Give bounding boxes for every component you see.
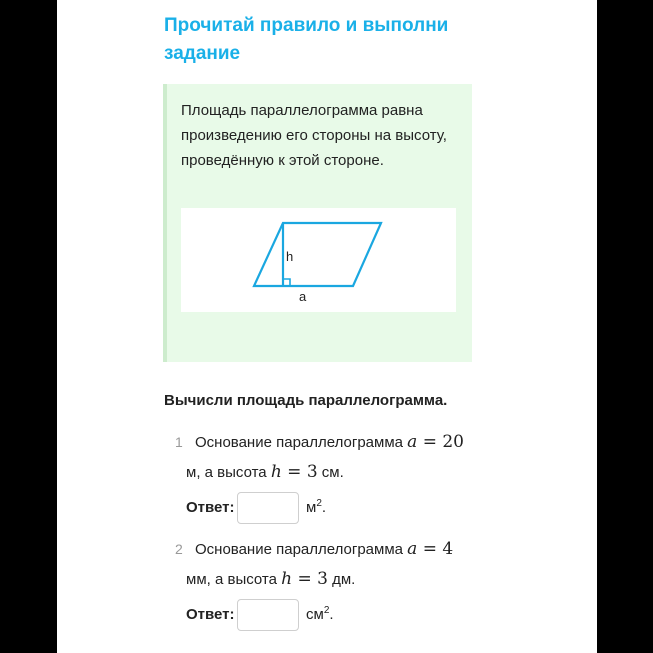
answer-input[interactable] xyxy=(237,599,299,631)
task-title: Вычисли площадь параллелограмма. xyxy=(164,392,448,409)
task-number: 2 xyxy=(175,541,183,557)
height-label: h xyxy=(286,249,294,264)
task-condition-line-1: Основание параллелограмма a = 20 xyxy=(195,432,464,452)
math-var-h: h = 3 xyxy=(281,569,328,589)
task-condition-line-2: м, а высота h = 3 см. xyxy=(186,462,344,482)
page-title: Прочитай правило и выполни задание xyxy=(164,15,449,64)
task-number: 1 xyxy=(175,434,183,450)
answer-input[interactable] xyxy=(237,492,299,524)
task-condition-line-1: Основание параллелограмма a = 4 xyxy=(195,539,454,559)
task-card xyxy=(57,0,597,653)
math-var-h: h = 3 xyxy=(270,462,318,482)
answer-label: Ответ: xyxy=(186,606,235,623)
parallelogram-shape xyxy=(254,223,381,286)
rule-text: Площадь параллелограмма равна произведению его стороны на высоту, проведённую к этой стороне. xyxy=(181,102,447,169)
base-label: a xyxy=(299,289,307,304)
parallelogram-diagram xyxy=(181,208,456,312)
math-var-a: a = 20 xyxy=(407,432,464,452)
parallelogram-figure xyxy=(181,208,456,312)
answer-unit: $м^2$. xyxy=(306,498,327,516)
task-condition-line-2: мм, а высота h = 3 дм. xyxy=(186,569,356,589)
rule-box xyxy=(163,84,472,362)
answer-unit: $см^2$. xyxy=(306,605,334,623)
answer-label: Ответ: xyxy=(186,499,235,516)
math-var-a: a = 4 xyxy=(407,539,454,559)
